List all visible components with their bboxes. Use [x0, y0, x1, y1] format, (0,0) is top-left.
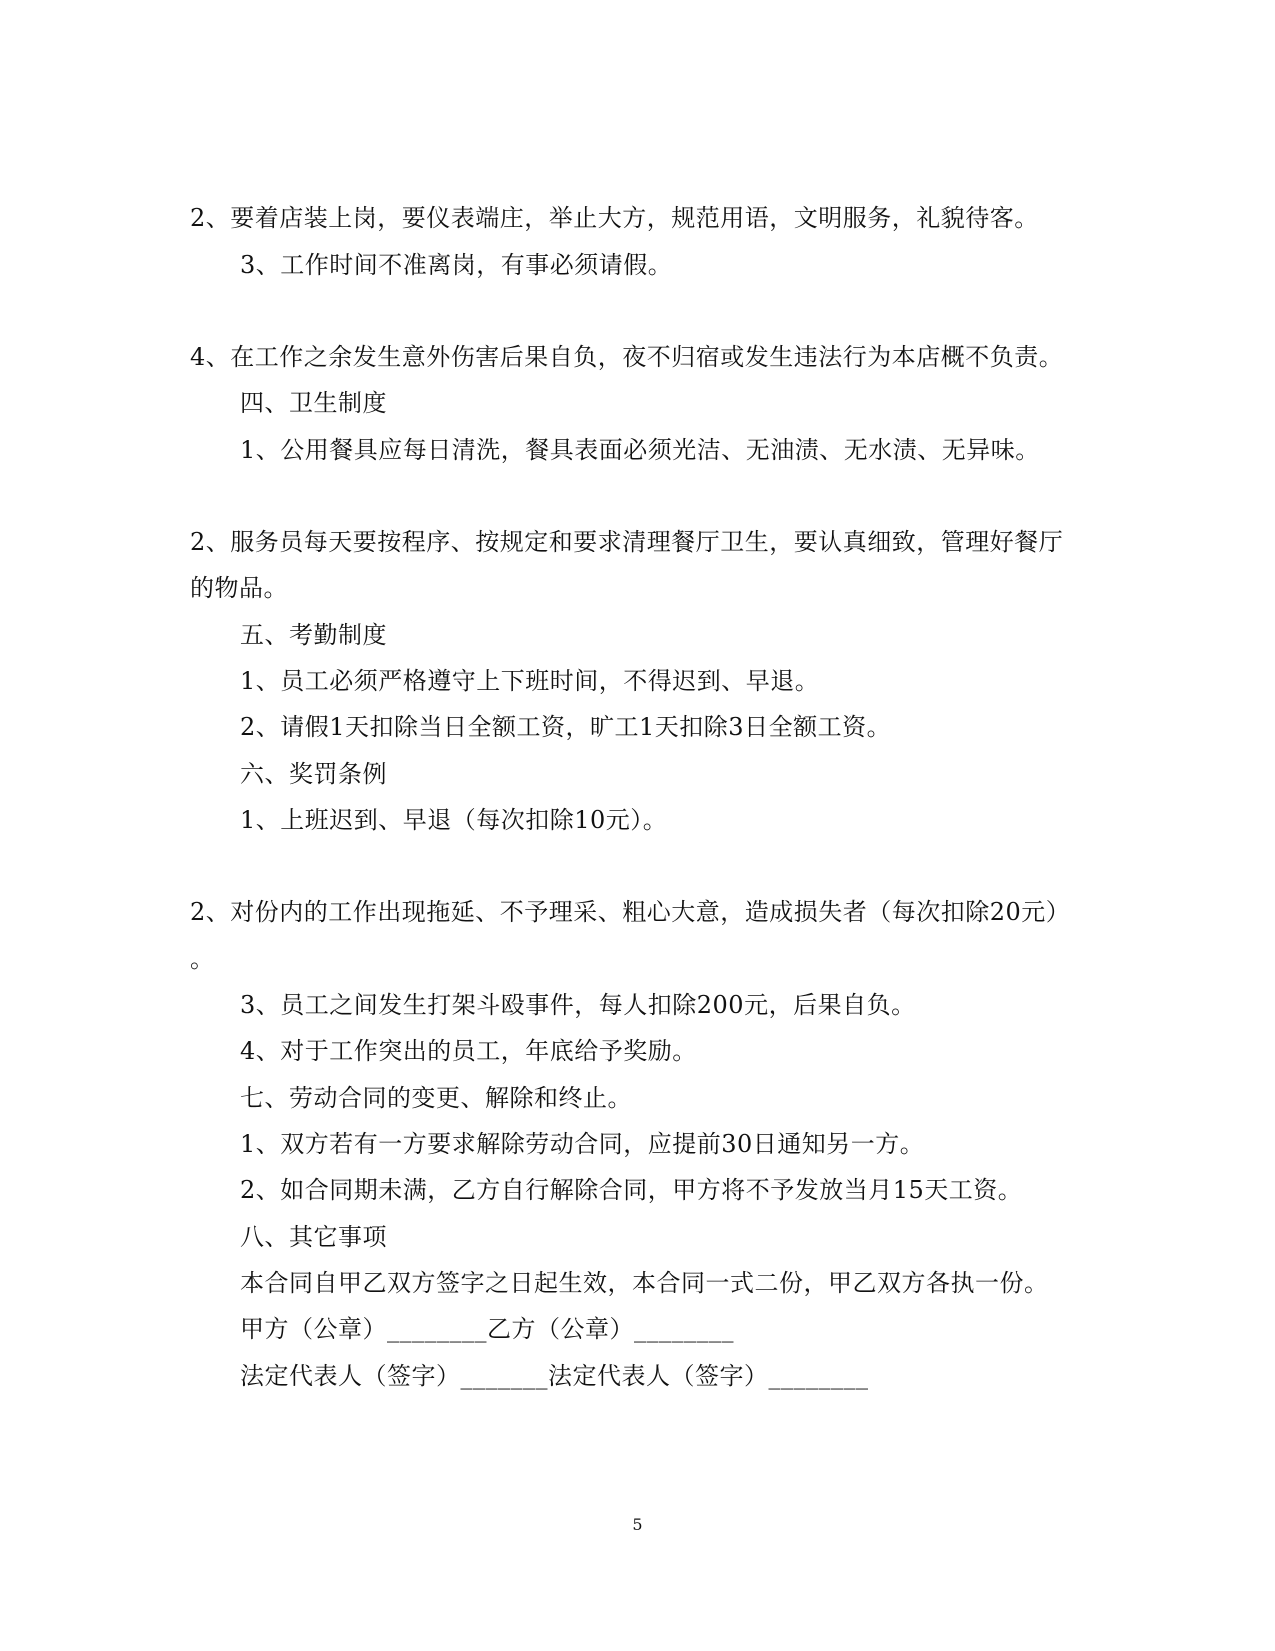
section-heading: 六、奖罚条例: [240, 760, 387, 788]
paragraph-line: 本合同自甲乙双方签字之日起生效，本合同一式二份，甲乙双方各执一份。: [240, 1269, 1049, 1297]
section-heading: 五、考勤制度: [240, 621, 387, 649]
paragraph-line: 2、请假1天扣除当日全额工资，旷工1天扣除3日全额工资。: [240, 713, 892, 741]
paragraph-line: 1、员工必须严格遵守上下班时间，不得迟到、早退。: [240, 667, 820, 695]
signature-line-seal: 甲方（公章）________乙方（公章）________: [240, 1315, 734, 1343]
paragraph-line: 1、双方若有一方要求解除劳动合同，应提前30日通知另一方。: [240, 1130, 925, 1158]
paragraph-line: 2、服务员每天要按程序、按规定和要求清理餐厅卫生，要认真细致，管理好餐厅: [190, 528, 1064, 556]
paragraph-line: 3、员工之间发生打架斗殴事件，每人扣除200元，后果自负。: [240, 991, 916, 1019]
section-heading: 八、其它事项: [240, 1223, 387, 1251]
section-heading: 七、劳动合同的变更、解除和终止。: [240, 1084, 632, 1112]
paragraph-line: 2、对份内的工作出现拖延、不予理采、粗心大意，造成损失者（每次扣除20元）: [190, 898, 1071, 926]
paragraph-line: 2、要着店装上岗，要仪表端庄，举止大方，规范用语，文明服务，礼貌待客。: [190, 204, 1039, 232]
paragraph-line: 1、上班迟到、早退（每次扣除10元）。: [240, 806, 668, 834]
paragraph-line: 。: [190, 945, 215, 973]
paragraph-line: 3、工作时间不准离岗，有事必须请假。: [240, 251, 673, 279]
signature-line-representative: 法定代表人（签字）_______法定代表人（签字）________: [240, 1362, 869, 1390]
paragraph-line: 2、如合同期未满，乙方自行解除合同，甲方将不予发放当月15天工资。: [240, 1176, 1023, 1204]
paragraph-line: 4、对于工作突出的员工，年底给予奖励。: [240, 1037, 697, 1065]
page-number: 5: [632, 1515, 643, 1534]
paragraph-line: 4、在工作之余发生意外伤害后果自负，夜不归宿或发生违法行为本店概不负责。: [190, 343, 1064, 371]
paragraph-line: 1、公用餐具应每日清洗，餐具表面必须光洁、无油渍、无水渍、无异味。: [240, 436, 1040, 464]
paragraph-line: 的物品。: [190, 574, 288, 602]
section-heading: 四、卫生制度: [240, 389, 387, 417]
